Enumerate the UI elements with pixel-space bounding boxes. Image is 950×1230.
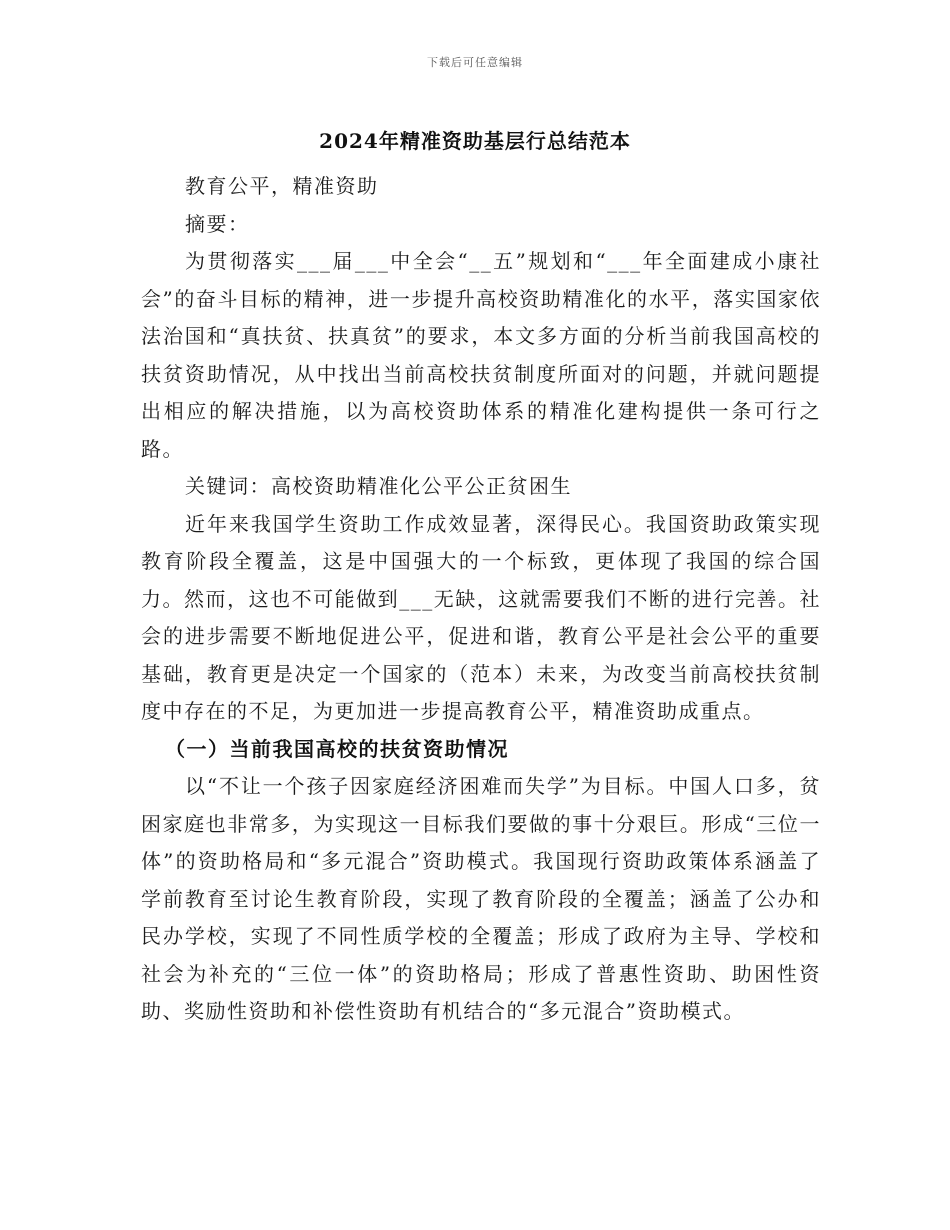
paragraph-subtitle: 教育公平，精准资助 (185, 174, 379, 198)
paragraph-abstract: 为贯彻落实___届___中全会“__五”规划和“___年全面建成小康社会”的奋斗目标的精神，进一步提升高校资助精准化的水平，落实国家依法治国和“真扶贫、扶真贫”的要求，本文多方面的分析当前我国高校的扶贫资助情况，从中找出当前高校扶贫制度所面对的问题，并就问题提出相应的解决措施，以为高校资助体系的精准化建构提供一条可行之路。 (141, 249, 821, 461)
paragraph-section-1: 以“不让一个孩子因家庭经济困难而失学”为目标。中国人口多，贫困家庭也非常多，为实现这一目标我们要做的事十分艰巨。形成“三位一体”的资助格局和“多元混合”资助模式。我国现行资助政策体系涵盖了学前教育至讨论生教育阶段，实现了教育阶段的全覆盖；涵盖了公办和民办学校，实现了不同性质学校的全覆盖；形成了政府为主导、学校和社会为补充的“三位一体”的资助格局；形成了普惠性资助、助困性资助、奖励性资助和补偿性资助有机结合的“多元混合”资助模式。 (141, 774, 821, 1023)
document-title: 2024年精准资助基层行总结范本 (319, 129, 631, 153)
paragraph-intro: 近年来我国学生资助工作成效显著，深得民心。我国资助政策实现教育阶段全覆盖，这是中国强大的一个标致，更体现了我国的综合国力。然而，这也不可能做到___无缺，这就需要我们不断的进行完善。社会的进步需要不断地促进公平，促进和谐，教育公平是社会公平的重要基础，教育更是决定一个国家的（范本）未来，为改变当前高校扶贫制度中存在的不足，为更加进一步提高教育公平，精准资助成重点。 (141, 511, 821, 723)
document-body (141, 168, 821, 1031)
paragraph-keywords: 关键词：高校资助精准化公平公正贫困生 (185, 474, 572, 498)
paragraph-abstract-label: 摘要： (185, 211, 250, 236)
header-note: 下载后可任意编辑 (427, 56, 523, 69)
section-heading: （一）当前我国高校的扶贫资助情况 (165, 736, 509, 761)
